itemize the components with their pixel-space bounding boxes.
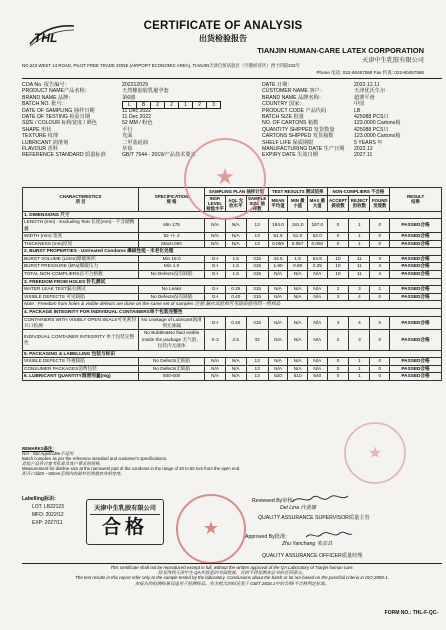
labelling-exp: EXP: 2027/11 [32,520,63,526]
info-left-value: 草莓 [122,145,133,152]
table-cell: 315 [246,316,268,330]
table-cell: 1 [349,219,370,233]
table-cell: N/A [288,365,308,373]
section-title: 2. BURST PROPERTIES - Untreated Condoms 爆破性能 - 未老化处理 [23,248,442,256]
table-cell: No Leaks [138,286,204,294]
table-cell: 13 [246,219,268,233]
info-right-value: LB [354,107,361,114]
reviewer-name: Del Lina 代曼娜 [280,505,317,511]
info-left-value: 第6感 [122,94,136,101]
table-cell: 500-600 [138,373,204,381]
info-left-value: 11 Dec 2022 [122,113,152,120]
table-cell: N/A [268,293,288,301]
info-right-label: PRODUCT CODE 产品代码 [262,107,327,114]
svg-text:★: ★ [215,164,235,189]
company-seal-2-icon [172,490,250,568]
footer-line: This certificate shall not be reproduced except in full, without the written approval of the QA Laboratory of Tianjin human care. [110,565,354,570]
footer-line: 本报告的检测结果仅适用于检测样品。有关批次的结论基于 GB/T 2828.1中的合格/不合格判定标准。 [134,580,330,586]
table-cell: N/A [288,286,308,294]
batch-char: 2 [193,102,207,108]
info-right-label: DATE 日期： [262,82,293,88]
table-row [23,255,442,263]
table-cell: 3 [370,255,390,263]
table-cell: 1 [370,286,390,294]
table-cell: BURST VOLUME (Litres)爆破体积 [23,255,139,263]
table-cell: S-3 [205,330,226,350]
stamp-company: 天津中生乳胶有限公司 [94,505,156,512]
table-cell: 4 [370,270,390,278]
table-cell: 0.25 [225,286,246,294]
table-cell: 0 [327,219,349,233]
table-cell: PASSED合格 [390,255,442,263]
table-cell: G-I [205,316,226,330]
table-cell: 11 [349,270,370,278]
info-right-label: MANUFACTURING DATE 生产日期 [262,145,345,152]
table-cell: 4 [370,263,390,271]
document-subtitle: 出货检验报告 [199,34,247,43]
info-left-row [22,152,232,158]
table-cell: No Bubble&No fluid visible inside the package 无气泡、包装内无液体 [138,330,204,350]
table-cell: 184.0 [268,219,288,233]
info-right-value: 2022.12.11 [354,82,380,88]
table-cell: G-I [205,263,226,271]
table-cell: 0 [370,365,390,373]
table-cell: PASSED合格 [390,219,442,233]
table-cell: PASSED合格 [390,358,442,366]
table-cell: 0 [327,240,349,248]
table-row [23,286,442,294]
table-cell: 315 [246,270,268,278]
table-cell: 3 [349,330,370,350]
table-cell: N/A [307,316,327,330]
table-cell: BURST PRESSURE (kPa)爆破压力 [23,263,139,271]
table-cell: PASSED合格 [390,263,442,271]
table-cell: 0.40 [225,293,246,301]
table-cell: 510 [288,373,308,381]
table-cell: 1 [349,365,370,373]
table-cell: 0.057 [288,240,308,248]
table-cell: THICKNESS (mm)厚度 [23,240,139,248]
table-cell: CONTAINERS WITH VISIBLY OPEN SEALS可见密封开口检测 [23,316,139,330]
section-title: 3. FREEDOM FROM HOLES 针孔测试 [23,278,442,286]
th-accept: ACCEPT 接收数 [327,195,349,211]
footer-line: The test results in this report refer only to the sample tested by the laboratory. Conclusions about the batch or lot are based on the pass/fail criteria in ISO 2859-1. [75,575,389,581]
company-address: NO.223 WEST 14 ROAD, PILOT FREE TRADE ZONE (AIRPORT ECONOMIC AREA), TIANJIN天津自贸试验区（空港经济区）西十四道223号 [22,63,300,68]
info-right-value: 123.0000 Cartons箱 [354,133,401,140]
table-row [23,330,442,350]
document-title: CERTIFICATE OF ANALYSIS [143,20,303,32]
table-cell: 52.0 [307,233,327,241]
table-cell: 0 [327,365,349,373]
table-cell: 11 [349,263,370,271]
table-row [23,263,442,271]
table-cell: No Defects无缺陷 [138,365,204,373]
table-cell: N/A [288,316,308,330]
info-left-value: 天然橡胶胶乳避孕套 [122,88,169,95]
info-right-label: CUSTOMER NAME 客户： [262,88,326,95]
table-cell: 2 [327,330,349,350]
table-cell: PASSED合格 [390,293,442,301]
info-right-label: SHELF LIFE 保质期限 [262,139,314,146]
company-phone: Phone 电话: 022-60457588 Fax 传真: 022-60457586 [316,70,424,75]
batch-char: 2 [165,102,179,108]
info-right-label: BRAND NAME 品牌名称： [262,94,324,101]
table-cell: N/A [225,358,246,366]
test-results-table [22,187,442,381]
table-cell: N/A [288,270,308,278]
note-row [23,301,442,309]
section-title: 4. PACKAGE INTEGRITY FOR INDIVIDUAL CONTAINERS单个包装完整性 [23,308,442,316]
info-right-value: 天津优沃生尔 [354,88,386,95]
reviewer-role: QUALITY ASSURANCE SUPERVISOR质量主管 [258,515,370,521]
table-cell: 1 [349,373,370,381]
table-cell: 13 [246,358,268,366]
table-cell: 540 [307,373,327,381]
table-cell: N/A [307,358,327,366]
info-left-label: COA No. 报告编号： [22,82,70,88]
table-cell: 0.80 [288,263,308,271]
remarks-line: N/A - Not Applicable不适用 [22,451,74,457]
remarks-heading: REMARKS备注: [22,446,54,451]
table-cell: 10 [327,263,349,271]
table-cell: 0 [370,240,390,248]
th-insp-level: INSP. LEVEL 检验水平 [206,195,224,211]
info-right-value: 超薄平滑 [354,94,375,101]
info-left-value: 光面 [122,133,133,140]
section-note: Note : Freedom from holes & visible defects are done on the same set of samples 注意:漏水试验和可见缺陷使用同一组样品 [23,301,442,309]
info-right-label: EXPIRY DATE 失效日期 [262,152,318,159]
company-name-cn: 天津中生乳胶有限公司 [362,57,424,64]
th-sampling-plan: SAMPLING PLAN 抽样计划 [205,188,268,196]
form-number: FORM NO.: THL-F-QC- [384,610,438,616]
table-cell: N/A [307,365,327,373]
info-left-label: REFERENCE STANDARD 质量标准 [22,152,106,159]
table-cell: PASSED合格 [390,240,442,248]
svg-text:THL: THL [34,31,58,45]
table-cell: N/A [288,330,308,350]
section-title: 1. DIMENSIONS 尺寸 [23,211,442,219]
table-cell: G-I [205,270,226,278]
footer-disclaimer [22,565,442,586]
th-max: MAX 最大值 [307,195,327,211]
table-row [23,240,442,248]
info-right-label: CARTONS SHIPPED 发货箱数 [262,133,334,140]
stamp-qualified: 合格 [101,517,148,538]
info-left-label: DATE OF TESTING 检验日期 [22,113,91,120]
table-cell: 13 [246,365,268,373]
table-cell: N/A [307,330,327,350]
info-right-label: BATCH SIZE 批量 [262,113,304,120]
table-cell: 3 [327,293,349,301]
table-cell: No Leakage of Lubricant润滑剂无渗漏 [138,316,204,330]
info-right-value: 425088 PCS只 [354,126,389,133]
table-cell: 1 [349,233,370,241]
table-cell: Min 175 [138,219,204,233]
table-cell: 0.40 [225,316,246,330]
table-cell: 0 [370,358,390,366]
table-cell: N/A [268,270,288,278]
table-cell: 0 [370,293,390,301]
table-cell: 1.5 [225,255,246,263]
header-divider [22,78,442,79]
th-noncompliers: NON-COMPLIERS 不合格 [327,188,389,196]
table-cell: N/A [225,240,246,248]
section-heading-row [23,308,442,316]
info-left-value: 52 MM / 粉色 [122,120,153,127]
labelling-lot: LOT: LB22123 [32,504,64,510]
info-left-label: SIZE / COLOUR 标称宽度 / 颜色 [22,120,97,127]
table-cell: 0 [327,358,349,366]
table-row [23,365,442,373]
table-cell: 1.5 [225,263,246,271]
th-min: MIN 最小值 [288,195,308,211]
table-cell: 315 [246,293,268,301]
info-left-label: PRODUCT NAME产品名称： [22,88,90,95]
table-cell: 1.5 [288,255,308,263]
th-result: RESULT 结果 [390,188,442,212]
table-cell: 0 [370,330,390,350]
table-cell: N/A [225,365,246,373]
table-row [23,219,442,233]
table-cell: INDIVIDUAL CONTAINER INTEGRITY 单个包装完整性 [23,330,139,350]
table-cell: G-I [205,255,226,263]
approver-name: Zhu Yanchang 朱彦昌 [282,541,333,547]
table-cell: 2.5 [225,330,246,350]
section-heading-row [23,248,442,256]
batch-char: L [123,102,137,108]
table-cell: CONSUMER PACKAGES消费包装 [23,365,139,373]
info-right-value: 2027.11 [354,152,373,159]
svg-text:★: ★ [367,445,383,462]
table-cell: 0 [370,373,390,381]
table-cell: 3 [327,316,349,330]
info-right-label: QUANTITY SHIPPED 发货数量 [262,126,335,133]
table-cell: 1.5 [225,270,246,278]
remarks-line: Measurement for dietline size at the narrowest part of the condoms in the range of 20 to 50 mm from the open end. [22,466,241,472]
table-cell: No Defects无缺陷 [138,358,204,366]
table-cell: N/A [205,240,226,248]
info-left-label: LUBRICANT 润滑剂 [22,139,69,146]
table-cell: 54.5 [307,255,327,263]
table-cell: N/A [268,286,288,294]
table-cell: G-I [205,286,226,294]
th-specification: SPECIFICATION 规 格 [138,188,204,212]
table-cell: WATER LEAK TEST漏水测试 [23,286,139,294]
table-cell: 520 [268,373,288,381]
table-cell: 4 [349,316,370,330]
table-cell: 0 [327,373,349,381]
table-cell: N/A [307,286,327,294]
info-left-label: BRAND NAME 品牌： [22,94,74,101]
table-cell: 6. LUBRICANT QUANTITY润滑剂量(mg) [23,373,139,381]
table-cell: VISIBLE DEFECTS 外观缺陷 [23,358,139,366]
table-cell: Max0.060 [138,240,204,248]
table-cell: 4 [349,293,370,301]
batch-char: B [137,102,151,108]
remarks-block [22,446,352,477]
table-cell: 13 [246,240,268,248]
table-cell: N/A [268,330,288,350]
table-row [23,358,442,366]
section-heading-row [23,350,442,358]
th-mean: MEAN 平均值 [268,195,288,211]
table-cell: N/A [307,270,327,278]
table-cell: N/A [205,373,226,381]
info-right-value: 123.0000 Cartons箱 [354,120,401,127]
table-cell: PASSED合格 [390,270,442,278]
table-cell: 51.5 [268,233,288,241]
table-cell: No Defects没有缺陷 [138,270,204,278]
table-row [23,233,442,241]
table-cell: 181.0 [288,219,308,233]
th-characteristics: CHARACTERISTICS 项 目 [23,188,139,212]
info-left-value: GB/T 7544 - 2019/产品技术要求 [122,152,196,159]
info-right-value: 中国 [354,101,365,108]
table-cell: PASSED合格 [390,233,442,241]
info-left-label: DATE OF SAMPLING 抽样日期 [22,107,95,114]
table-cell: N/A [307,293,327,301]
batch-char: 1 [179,102,193,108]
table-row [23,316,442,330]
approver-role: QUALITY ASSURANCE OFFICER质量经理 [262,553,363,559]
table-cell: TOTAL NON-COMPLIERS总不合格数 [23,270,139,278]
table-cell: 187.0 [307,219,327,233]
table-cell: 1 [349,240,370,248]
table-cell: 0 [327,233,349,241]
table-cell: 52 +/- 2 [138,233,204,241]
info-right-value: 2022.12 [354,145,373,152]
table-cell: N/A [288,293,308,301]
info-left-label: BATCH NO. 批号： [22,101,67,108]
table-cell: Min 18.0 [138,255,204,263]
th-test-results: TEST RESULTS 测试结果 [268,188,327,196]
remarks-line: 此批产品符合参考标准及客户要求的规格。 [22,461,104,467]
table-cell: 10 [327,255,349,263]
th-sample-size: SAMPLE SIZE 抽样数 [247,195,267,211]
table-cell: 315 [246,263,268,271]
table-cell: PASSED合格 [390,316,442,330]
table-cell: No Defects没有缺陷 [138,293,204,301]
svg-text:★: ★ [202,518,220,538]
reviewed-by-label: Reviewed By审核: [252,498,295,504]
info-left-label: FLAVOUR 香料 [22,145,58,152]
table-cell: N/A [268,316,288,330]
table-cell: 2.25 [307,263,327,271]
info-right-row [262,152,442,158]
info-right-label: COUNTRY 国家： [262,101,305,108]
info-left [22,82,232,159]
table-cell: N/A [288,358,308,366]
table-cell: N/A [205,233,226,241]
table-cell: PASSED合格 [390,286,442,294]
info-right [262,82,442,159]
table-cell: WIDTH (mm) 宽度 [23,233,139,241]
table-cell: N/A [205,365,226,373]
table-cell: PASSED合格 [390,373,442,381]
table-cell: N/A [205,358,226,366]
table-cell: 3 [349,286,370,294]
info-left-value: 11 Dec 2022 [122,107,152,114]
section-title: 5. PACKAGING & LABELLING 包装与标识 [23,350,442,358]
approved-by-label: Approved By批准: [245,534,287,540]
info-left-value: 平行 [122,126,133,133]
table-cell: 0 [370,219,390,233]
table-cell: 43.5 [268,255,288,263]
table-cell: 315 [246,255,268,263]
table-cell: 11 [349,255,370,263]
qualified-stamp [86,499,164,545]
remarks-line: 距开口端20～50mm范围内的最窄处测量套身的宽度。 [22,471,125,477]
table-cell: N/A [205,219,226,233]
table-cell: 0 [370,233,390,241]
table-cell: 1.90 [268,263,288,271]
footer-line: 除非得到天津中生 QA实验室的书面批准，否则不得复制本证书的任何部分。 [157,570,307,576]
approver-signature-icon [304,528,354,542]
info-left-value: 202212029 [122,82,148,88]
table-cell: N/A [268,365,288,373]
table-cell: 13 [246,233,268,241]
table-cell: 10 [327,270,349,278]
th-aql: AQL 允收水平 [225,195,246,211]
footer-divider [22,563,442,564]
info-right-label: NO. OF CARTONS 箱数 [262,120,319,127]
table-cell: N/A [225,373,246,381]
table-cell: N/A [268,358,288,366]
table-cell: LENGTH (mm) - Excluding Teat 长度(mm) - 不含储精囊 [23,219,139,233]
info-left-value: 二甲基硅油 [122,139,148,146]
table-cell: 1 [349,358,370,366]
table-cell: 0.059 [268,240,288,248]
table-cell: N/A [225,233,246,241]
table-cell: VISIBLE DEFECTS 可见缺陷 [23,293,139,301]
table-cell: Min 1.0 [138,263,204,271]
info-left-label: SHAPE 形状 [22,126,52,133]
table-cell: G-I [205,293,226,301]
info-right-value: 425088 PCS只 [354,113,389,120]
table-cell: PASSED合格 [390,330,442,350]
table-cell: 315 [246,286,268,294]
section-heading-row [23,211,442,219]
section-heading-row [23,278,442,286]
table-cell: 0 [370,316,390,330]
table-row [23,293,442,301]
table-row [23,270,442,278]
labelling-block [22,495,64,527]
th-found: FOUND 发现数 [370,195,390,211]
labelling-mfd: MFD: 2022/12 [32,512,64,518]
table-cell: 13 [246,373,268,381]
batch-char: 2 [151,102,165,108]
company-name-en: TIANJIN HUMAN-CARE LATEX CORPORATION [257,46,424,55]
table-cell: 2 [327,286,349,294]
table-cell: N/A [225,219,246,233]
table-cell: 0.060 [307,240,327,248]
table-cell: PASSED合格 [390,365,442,373]
batch-char: 3 [212,102,215,109]
info-left-label: TEXTURE 纹理 [22,133,59,140]
table-row [23,373,442,381]
table-cell: 51.0 [288,233,308,241]
remarks-line: Batch complies as per the reference standard and customer's specifications. [22,456,168,462]
table-cell: 32 [246,330,268,350]
info-right-value: 5 YEARS 年 [354,139,383,146]
th-reject: REJECT 拒收数 [349,195,370,211]
reviewer-signature-icon [290,492,350,506]
labelling-heading: Labelling标识: [22,496,56,502]
